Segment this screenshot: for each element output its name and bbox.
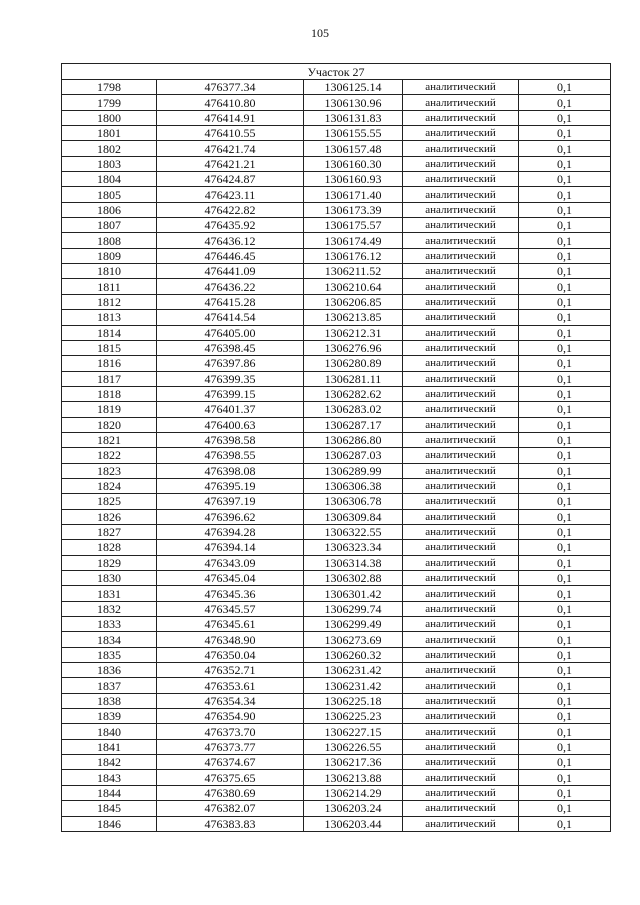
coordinate-x: 476398.08 xyxy=(157,463,304,478)
method-cell: аналитический xyxy=(403,785,519,800)
table-row xyxy=(62,801,611,816)
point-number: 1806 xyxy=(62,202,157,217)
method-cell: аналитический xyxy=(403,141,519,156)
method-cell: аналитический xyxy=(403,617,519,632)
point-number: 1816 xyxy=(62,356,157,371)
coordinate-x: 476398.58 xyxy=(157,432,304,447)
coordinate-y: 1306309.84 xyxy=(304,509,403,524)
method-cell: аналитический xyxy=(403,325,519,340)
table-row xyxy=(62,386,611,401)
point-number: 1844 xyxy=(62,785,157,800)
table-row xyxy=(62,95,611,110)
method-cell: аналитический xyxy=(403,126,519,141)
coordinate-x: 476383.83 xyxy=(157,816,304,831)
point-number: 1832 xyxy=(62,601,157,616)
accuracy-cell: 0,1 xyxy=(519,540,611,555)
table-row xyxy=(62,202,611,217)
coordinate-x: 476394.28 xyxy=(157,524,304,539)
point-number: 1820 xyxy=(62,417,157,432)
method-cell: аналитический xyxy=(403,816,519,831)
method-cell: аналитический xyxy=(403,571,519,586)
accuracy-cell: 0,1 xyxy=(519,586,611,601)
coordinate-x: 476424.87 xyxy=(157,172,304,187)
method-cell: аналитический xyxy=(403,801,519,816)
point-number: 1813 xyxy=(62,310,157,325)
accuracy-cell: 0,1 xyxy=(519,724,611,739)
method-cell: аналитический xyxy=(403,156,519,171)
point-number: 1825 xyxy=(62,494,157,509)
accuracy-cell: 0,1 xyxy=(519,571,611,586)
coordinate-x: 476394.14 xyxy=(157,540,304,555)
accuracy-cell: 0,1 xyxy=(519,448,611,463)
accuracy-cell: 0,1 xyxy=(519,770,611,785)
accuracy-cell: 0,1 xyxy=(519,524,611,539)
table-row xyxy=(62,340,611,355)
table-row xyxy=(62,110,611,125)
table-row xyxy=(62,402,611,417)
table-row xyxy=(62,294,611,309)
point-number: 1805 xyxy=(62,187,157,202)
point-number: 1838 xyxy=(62,693,157,708)
coordinate-y: 1306276.96 xyxy=(304,340,403,355)
point-number: 1823 xyxy=(62,463,157,478)
accuracy-cell: 0,1 xyxy=(519,693,611,708)
point-number: 1811 xyxy=(62,279,157,294)
accuracy-cell: 0,1 xyxy=(519,663,611,678)
coordinate-x: 476397.19 xyxy=(157,494,304,509)
table-row xyxy=(62,724,611,739)
coordinate-x: 476397.86 xyxy=(157,356,304,371)
coordinate-y: 1306155.55 xyxy=(304,126,403,141)
section-header-row xyxy=(62,64,611,80)
point-number: 1808 xyxy=(62,233,157,248)
coordinate-y: 1306226.55 xyxy=(304,739,403,754)
accuracy-cell: 0,1 xyxy=(519,386,611,401)
method-cell: аналитический xyxy=(403,95,519,110)
coordinate-y: 1306299.74 xyxy=(304,601,403,616)
point-number: 1818 xyxy=(62,386,157,401)
coordinate-y: 1306306.38 xyxy=(304,478,403,493)
accuracy-cell: 0,1 xyxy=(519,310,611,325)
accuracy-cell: 0,1 xyxy=(519,233,611,248)
table-row xyxy=(62,678,611,693)
accuracy-cell: 0,1 xyxy=(519,601,611,616)
accuracy-cell: 0,1 xyxy=(519,432,611,447)
coordinate-x: 476435.92 xyxy=(157,218,304,233)
accuracy-cell: 0,1 xyxy=(519,632,611,647)
coordinate-x: 476345.36 xyxy=(157,586,304,601)
accuracy-cell: 0,1 xyxy=(519,218,611,233)
coordinate-y: 1306125.14 xyxy=(304,80,403,95)
coordinate-y: 1306286.80 xyxy=(304,432,403,447)
point-number: 1831 xyxy=(62,586,157,601)
method-cell: аналитический xyxy=(403,540,519,555)
point-number: 1828 xyxy=(62,540,157,555)
accuracy-cell: 0,1 xyxy=(519,509,611,524)
point-number: 1824 xyxy=(62,478,157,493)
coordinate-y: 1306203.24 xyxy=(304,801,403,816)
point-number: 1834 xyxy=(62,632,157,647)
accuracy-cell: 0,1 xyxy=(519,816,611,831)
coordinate-x: 476414.54 xyxy=(157,310,304,325)
coordinate-y: 1306314.38 xyxy=(304,555,403,570)
point-number: 1843 xyxy=(62,770,157,785)
coordinate-x: 476414.91 xyxy=(157,110,304,125)
coordinate-x: 476345.57 xyxy=(157,601,304,616)
coordinate-y: 1306211.52 xyxy=(304,264,403,279)
coordinate-x: 476354.90 xyxy=(157,709,304,724)
coordinate-x: 476400.63 xyxy=(157,417,304,432)
coordinate-x: 476353.61 xyxy=(157,678,304,693)
method-cell: аналитический xyxy=(403,755,519,770)
accuracy-cell: 0,1 xyxy=(519,356,611,371)
coordinates-table xyxy=(61,63,611,832)
coordinate-x: 476410.55 xyxy=(157,126,304,141)
coordinate-y: 1306213.88 xyxy=(304,770,403,785)
coordinate-y: 1306212.31 xyxy=(304,325,403,340)
accuracy-cell: 0,1 xyxy=(519,417,611,432)
coordinate-y: 1306231.42 xyxy=(304,678,403,693)
coordinate-y: 1306206.85 xyxy=(304,294,403,309)
method-cell: аналитический xyxy=(403,110,519,125)
coordinate-x: 476398.55 xyxy=(157,448,304,463)
coordinate-x: 476345.04 xyxy=(157,571,304,586)
method-cell: аналитический xyxy=(403,555,519,570)
table-row xyxy=(62,187,611,202)
table-row xyxy=(62,540,611,555)
accuracy-cell: 0,1 xyxy=(519,678,611,693)
method-cell: аналитический xyxy=(403,248,519,263)
table-row xyxy=(62,371,611,386)
method-cell: аналитический xyxy=(403,340,519,355)
table-row xyxy=(62,126,611,141)
coordinate-x: 476395.19 xyxy=(157,478,304,493)
table-row xyxy=(62,509,611,524)
accuracy-cell: 0,1 xyxy=(519,141,611,156)
coordinate-x: 476380.69 xyxy=(157,785,304,800)
coordinate-y: 1306174.49 xyxy=(304,233,403,248)
coordinate-x: 476405.00 xyxy=(157,325,304,340)
table-row xyxy=(62,586,611,601)
point-number: 1839 xyxy=(62,709,157,724)
table-row xyxy=(62,141,611,156)
method-cell: аналитический xyxy=(403,218,519,233)
method-cell: аналитический xyxy=(403,417,519,432)
coordinate-y: 1306260.32 xyxy=(304,647,403,662)
page-number: 105 xyxy=(311,26,329,40)
coordinate-x: 476422.82 xyxy=(157,202,304,217)
accuracy-cell: 0,1 xyxy=(519,279,611,294)
coordinate-x: 476374.67 xyxy=(157,755,304,770)
point-number: 1846 xyxy=(62,816,157,831)
point-number: 1833 xyxy=(62,617,157,632)
table-row xyxy=(62,555,611,570)
method-cell: аналитический xyxy=(403,294,519,309)
method-cell: аналитический xyxy=(403,709,519,724)
method-cell: аналитический xyxy=(403,187,519,202)
method-cell: аналитический xyxy=(403,202,519,217)
point-number: 1842 xyxy=(62,755,157,770)
point-number: 1837 xyxy=(62,678,157,693)
accuracy-cell: 0,1 xyxy=(519,80,611,95)
point-number: 1799 xyxy=(62,95,157,110)
table-row xyxy=(62,755,611,770)
table-row xyxy=(62,233,611,248)
point-number: 1810 xyxy=(62,264,157,279)
table-row xyxy=(62,172,611,187)
point-number: 1840 xyxy=(62,724,157,739)
point-number: 1803 xyxy=(62,156,157,171)
table-row xyxy=(62,80,611,95)
coordinate-y: 1306214.29 xyxy=(304,785,403,800)
table-row xyxy=(62,494,611,509)
coordinate-x: 476410.80 xyxy=(157,95,304,110)
point-number: 1812 xyxy=(62,294,157,309)
accuracy-cell: 0,1 xyxy=(519,156,611,171)
table-row xyxy=(62,310,611,325)
point-number: 1827 xyxy=(62,524,157,539)
coordinate-y: 1306287.03 xyxy=(304,448,403,463)
coordinate-y: 1306299.49 xyxy=(304,617,403,632)
accuracy-cell: 0,1 xyxy=(519,463,611,478)
coordinate-y: 1306213.85 xyxy=(304,310,403,325)
method-cell: аналитический xyxy=(403,524,519,539)
table-row xyxy=(62,617,611,632)
method-cell: аналитический xyxy=(403,494,519,509)
coordinate-y: 1306231.42 xyxy=(304,663,403,678)
method-cell: аналитический xyxy=(403,310,519,325)
coordinate-y: 1306281.11 xyxy=(304,371,403,386)
point-number: 1801 xyxy=(62,126,157,141)
coordinate-y: 1306176.12 xyxy=(304,248,403,263)
method-cell: аналитический xyxy=(403,509,519,524)
coordinate-x: 476373.77 xyxy=(157,739,304,754)
table-row xyxy=(62,524,611,539)
coordinate-x: 476354.34 xyxy=(157,693,304,708)
point-number: 1836 xyxy=(62,663,157,678)
coordinate-x: 476343.09 xyxy=(157,555,304,570)
point-number: 1800 xyxy=(62,110,157,125)
method-cell: аналитический xyxy=(403,739,519,754)
accuracy-cell: 0,1 xyxy=(519,202,611,217)
method-cell: аналитический xyxy=(403,770,519,785)
method-cell: аналитический xyxy=(403,478,519,493)
table-row xyxy=(62,739,611,754)
coordinate-y: 1306289.99 xyxy=(304,463,403,478)
coordinate-y: 1306306.78 xyxy=(304,494,403,509)
point-number: 1829 xyxy=(62,555,157,570)
coordinate-y: 1306171.40 xyxy=(304,187,403,202)
table-row xyxy=(62,478,611,493)
table-row xyxy=(62,663,611,678)
method-cell: аналитический xyxy=(403,356,519,371)
coordinate-y: 1306323.34 xyxy=(304,540,403,555)
accuracy-cell: 0,1 xyxy=(519,801,611,816)
coordinate-y: 1306287.17 xyxy=(304,417,403,432)
method-cell: аналитический xyxy=(403,693,519,708)
coordinate-x: 476377.34 xyxy=(157,80,304,95)
accuracy-cell: 0,1 xyxy=(519,248,611,263)
table-row xyxy=(62,264,611,279)
accuracy-cell: 0,1 xyxy=(519,555,611,570)
point-number: 1817 xyxy=(62,371,157,386)
accuracy-cell: 0,1 xyxy=(519,371,611,386)
point-number: 1798 xyxy=(62,80,157,95)
accuracy-cell: 0,1 xyxy=(519,755,611,770)
coordinate-y: 1306175.57 xyxy=(304,218,403,233)
coordinate-x: 476352.71 xyxy=(157,663,304,678)
method-cell: аналитический xyxy=(403,432,519,447)
coordinate-x: 476375.65 xyxy=(157,770,304,785)
method-cell: аналитический xyxy=(403,586,519,601)
table-row xyxy=(62,432,611,447)
point-number: 1835 xyxy=(62,647,157,662)
table-row xyxy=(62,218,611,233)
accuracy-cell: 0,1 xyxy=(519,187,611,202)
coordinate-x: 476441.09 xyxy=(157,264,304,279)
method-cell: аналитический xyxy=(403,678,519,693)
table-row xyxy=(62,156,611,171)
method-cell: аналитический xyxy=(403,233,519,248)
method-cell: аналитический xyxy=(403,386,519,401)
point-number: 1826 xyxy=(62,509,157,524)
accuracy-cell: 0,1 xyxy=(519,739,611,754)
coordinate-x: 476401.37 xyxy=(157,402,304,417)
method-cell: аналитический xyxy=(403,448,519,463)
table-row xyxy=(62,448,611,463)
accuracy-cell: 0,1 xyxy=(519,172,611,187)
method-cell: аналитический xyxy=(403,601,519,616)
point-number: 1804 xyxy=(62,172,157,187)
coordinate-y: 1306217.36 xyxy=(304,755,403,770)
coordinate-x: 476382.07 xyxy=(157,801,304,816)
method-cell: аналитический xyxy=(403,279,519,294)
coordinate-x: 476436.22 xyxy=(157,279,304,294)
coordinate-x: 476436.12 xyxy=(157,233,304,248)
point-number: 1807 xyxy=(62,218,157,233)
table-row xyxy=(62,325,611,340)
point-number: 1802 xyxy=(62,141,157,156)
coordinate-y: 1306203.44 xyxy=(304,816,403,831)
table-row xyxy=(62,647,611,662)
coordinate-x: 476446.45 xyxy=(157,248,304,263)
accuracy-cell: 0,1 xyxy=(519,785,611,800)
coordinate-y: 1306282.62 xyxy=(304,386,403,401)
table-row xyxy=(62,632,611,647)
point-number: 1815 xyxy=(62,340,157,355)
table-row xyxy=(62,571,611,586)
coordinate-y: 1306280.89 xyxy=(304,356,403,371)
table-row xyxy=(62,709,611,724)
accuracy-cell: 0,1 xyxy=(519,264,611,279)
coordinate-y: 1306173.39 xyxy=(304,202,403,217)
coordinate-y: 1306210.64 xyxy=(304,279,403,294)
table-row xyxy=(62,785,611,800)
coordinate-y: 1306273.69 xyxy=(304,632,403,647)
table-row xyxy=(62,417,611,432)
coordinate-x: 476345.61 xyxy=(157,617,304,632)
method-cell: аналитический xyxy=(403,724,519,739)
accuracy-cell: 0,1 xyxy=(519,110,611,125)
method-cell: аналитический xyxy=(403,264,519,279)
point-number: 1821 xyxy=(62,432,157,447)
coordinate-y: 1306131.83 xyxy=(304,110,403,125)
method-cell: аналитический xyxy=(403,463,519,478)
method-cell: аналитический xyxy=(403,632,519,647)
coordinate-y: 1306301.42 xyxy=(304,586,403,601)
method-cell: аналитический xyxy=(403,663,519,678)
coordinate-x: 476423.11 xyxy=(157,187,304,202)
table-row xyxy=(62,770,611,785)
table-row xyxy=(62,693,611,708)
coordinate-y: 1306227.15 xyxy=(304,724,403,739)
table-row xyxy=(62,279,611,294)
coordinate-x: 476398.45 xyxy=(157,340,304,355)
accuracy-cell: 0,1 xyxy=(519,294,611,309)
table-row xyxy=(62,601,611,616)
coordinate-x: 476421.74 xyxy=(157,141,304,156)
method-cell: аналитический xyxy=(403,402,519,417)
accuracy-cell: 0,1 xyxy=(519,478,611,493)
table-row xyxy=(62,248,611,263)
accuracy-cell: 0,1 xyxy=(519,709,611,724)
coordinate-y: 1306283.02 xyxy=(304,402,403,417)
accuracy-cell: 0,1 xyxy=(519,617,611,632)
table-row xyxy=(62,816,611,831)
coordinate-x: 476399.35 xyxy=(157,371,304,386)
coordinate-x: 476350.04 xyxy=(157,647,304,662)
coordinate-x: 476399.15 xyxy=(157,386,304,401)
point-number: 1845 xyxy=(62,801,157,816)
table-row xyxy=(62,356,611,371)
coordinate-y: 1306225.18 xyxy=(304,693,403,708)
coordinate-y: 1306160.93 xyxy=(304,172,403,187)
accuracy-cell: 0,1 xyxy=(519,647,611,662)
accuracy-cell: 0,1 xyxy=(519,402,611,417)
point-number: 1809 xyxy=(62,248,157,263)
coordinate-y: 1306225.23 xyxy=(304,709,403,724)
coordinate-y: 1306322.55 xyxy=(304,524,403,539)
accuracy-cell: 0,1 xyxy=(519,325,611,340)
accuracy-cell: 0,1 xyxy=(519,340,611,355)
method-cell: аналитический xyxy=(403,172,519,187)
coordinate-y: 1306302.88 xyxy=(304,571,403,586)
section-title: Участок 27 xyxy=(62,64,611,80)
method-cell: аналитический xyxy=(403,371,519,386)
coordinate-x: 476396.62 xyxy=(157,509,304,524)
accuracy-cell: 0,1 xyxy=(519,95,611,110)
table-row xyxy=(62,463,611,478)
coordinate-x: 476415.28 xyxy=(157,294,304,309)
coordinate-y: 1306130.96 xyxy=(304,95,403,110)
point-number: 1841 xyxy=(62,739,157,754)
coordinate-y: 1306157.48 xyxy=(304,141,403,156)
point-number: 1830 xyxy=(62,571,157,586)
point-number: 1819 xyxy=(62,402,157,417)
coordinate-x: 476373.70 xyxy=(157,724,304,739)
accuracy-cell: 0,1 xyxy=(519,494,611,509)
method-cell: аналитический xyxy=(403,80,519,95)
coordinate-x: 476421.21 xyxy=(157,156,304,171)
coordinate-x: 476348.90 xyxy=(157,632,304,647)
coordinate-y: 1306160.30 xyxy=(304,156,403,171)
point-number: 1814 xyxy=(62,325,157,340)
method-cell: аналитический xyxy=(403,647,519,662)
accuracy-cell: 0,1 xyxy=(519,126,611,141)
point-number: 1822 xyxy=(62,448,157,463)
